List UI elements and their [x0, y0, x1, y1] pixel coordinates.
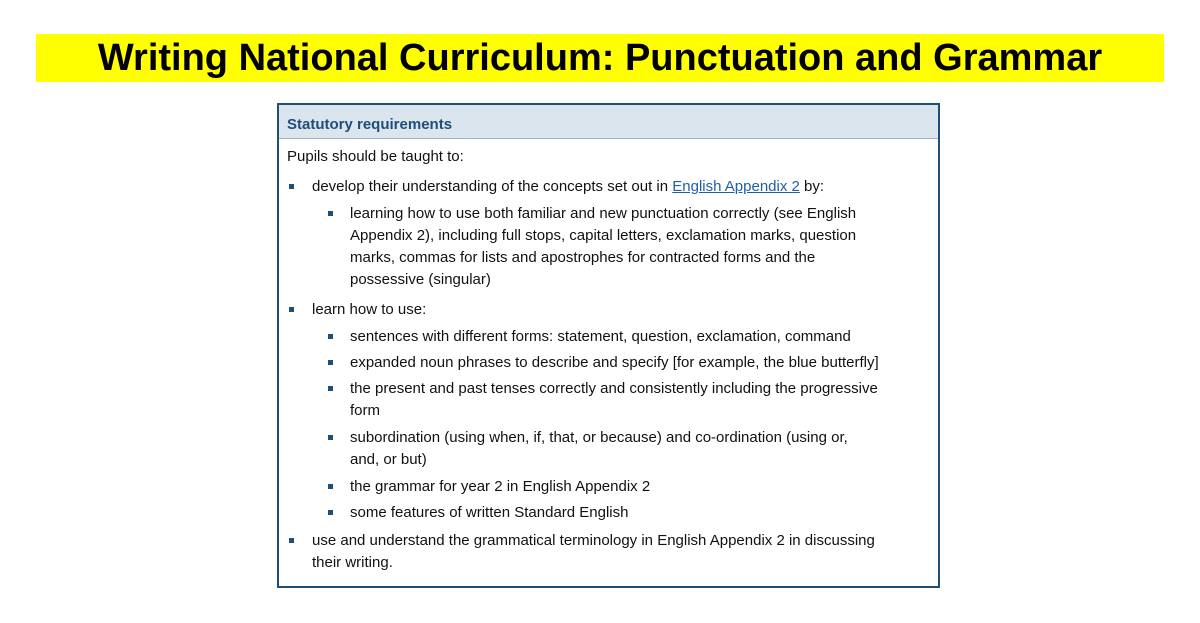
- sub-item-subordination-line-1: subordination (using when, if, that, or because) and co-ordination (using or,: [350, 429, 848, 446]
- sub-bullet-icon: [328, 484, 333, 489]
- sub-item-grammar-year-2: the grammar for year 2 in English Appendix 2: [350, 478, 651, 495]
- sub-bullet-icon: [328, 360, 333, 365]
- intro-text: Pupils should be taught to:: [287, 148, 464, 165]
- panel-header-title: Statutory requirements: [287, 116, 453, 133]
- list-item-text: by:: [799, 178, 825, 195]
- sub-item-punctuation-line-4: possessive (singular): [350, 271, 491, 288]
- sub-item-standard-english: some features of written Standard English: [350, 504, 629, 521]
- bullet-icon: [289, 184, 294, 189]
- sub-item-sentences: sentences with different forms: statement, question, exclamation, command: [350, 328, 851, 345]
- sub-bullet-icon: [328, 435, 333, 440]
- sub-item-punctuation-line-3: marks, commas for lists and apostrophes for contracted forms and the: [350, 249, 816, 266]
- english-appendix-2-link[interactable]: English Appendix 2: [672, 178, 800, 195]
- list-item-terminology-line-2: their writing.: [312, 554, 393, 571]
- bullet-icon: [289, 538, 294, 543]
- sub-item-tenses-line-2: form: [350, 402, 380, 419]
- sub-item-tenses-line-1: the present and past tenses correctly and consistently including the progressive: [350, 380, 878, 397]
- sub-item-noun-phrases: expanded noun phrases to describe and specify [for example, the blue butterfly]: [350, 354, 879, 371]
- statutory-requirements-panel: [277, 103, 940, 588]
- sub-bullet-icon: [328, 386, 333, 391]
- sub-item-subordination-line-2: and, or but): [350, 451, 427, 468]
- page-title: Writing National Curriculum: Punctuation and Grammar: [97, 37, 1103, 79]
- list-item-learn-how-to-use: learn how to use:: [312, 301, 427, 318]
- list-item-text: develop their understanding of the concepts set out in: [312, 178, 673, 195]
- sub-bullet-icon: [328, 211, 333, 216]
- panel-header: [279, 105, 938, 139]
- sub-item-punctuation-line-2: Appendix 2), including full stops, capital letters, exclamation marks, question: [350, 227, 857, 244]
- sub-item-punctuation-line-1: learning how to use both familiar and new punctuation correctly (see English: [350, 205, 857, 222]
- bullet-icon: [289, 307, 294, 312]
- list-item-terminology-line-1: use and understand the grammatical terminology in English Appendix 2 in discussing: [312, 532, 875, 549]
- sub-bullet-icon: [328, 510, 333, 515]
- list-item-develop: [312, 176, 824, 198]
- sub-bullet-icon: [328, 334, 333, 339]
- title-highlight: [36, 34, 1164, 82]
